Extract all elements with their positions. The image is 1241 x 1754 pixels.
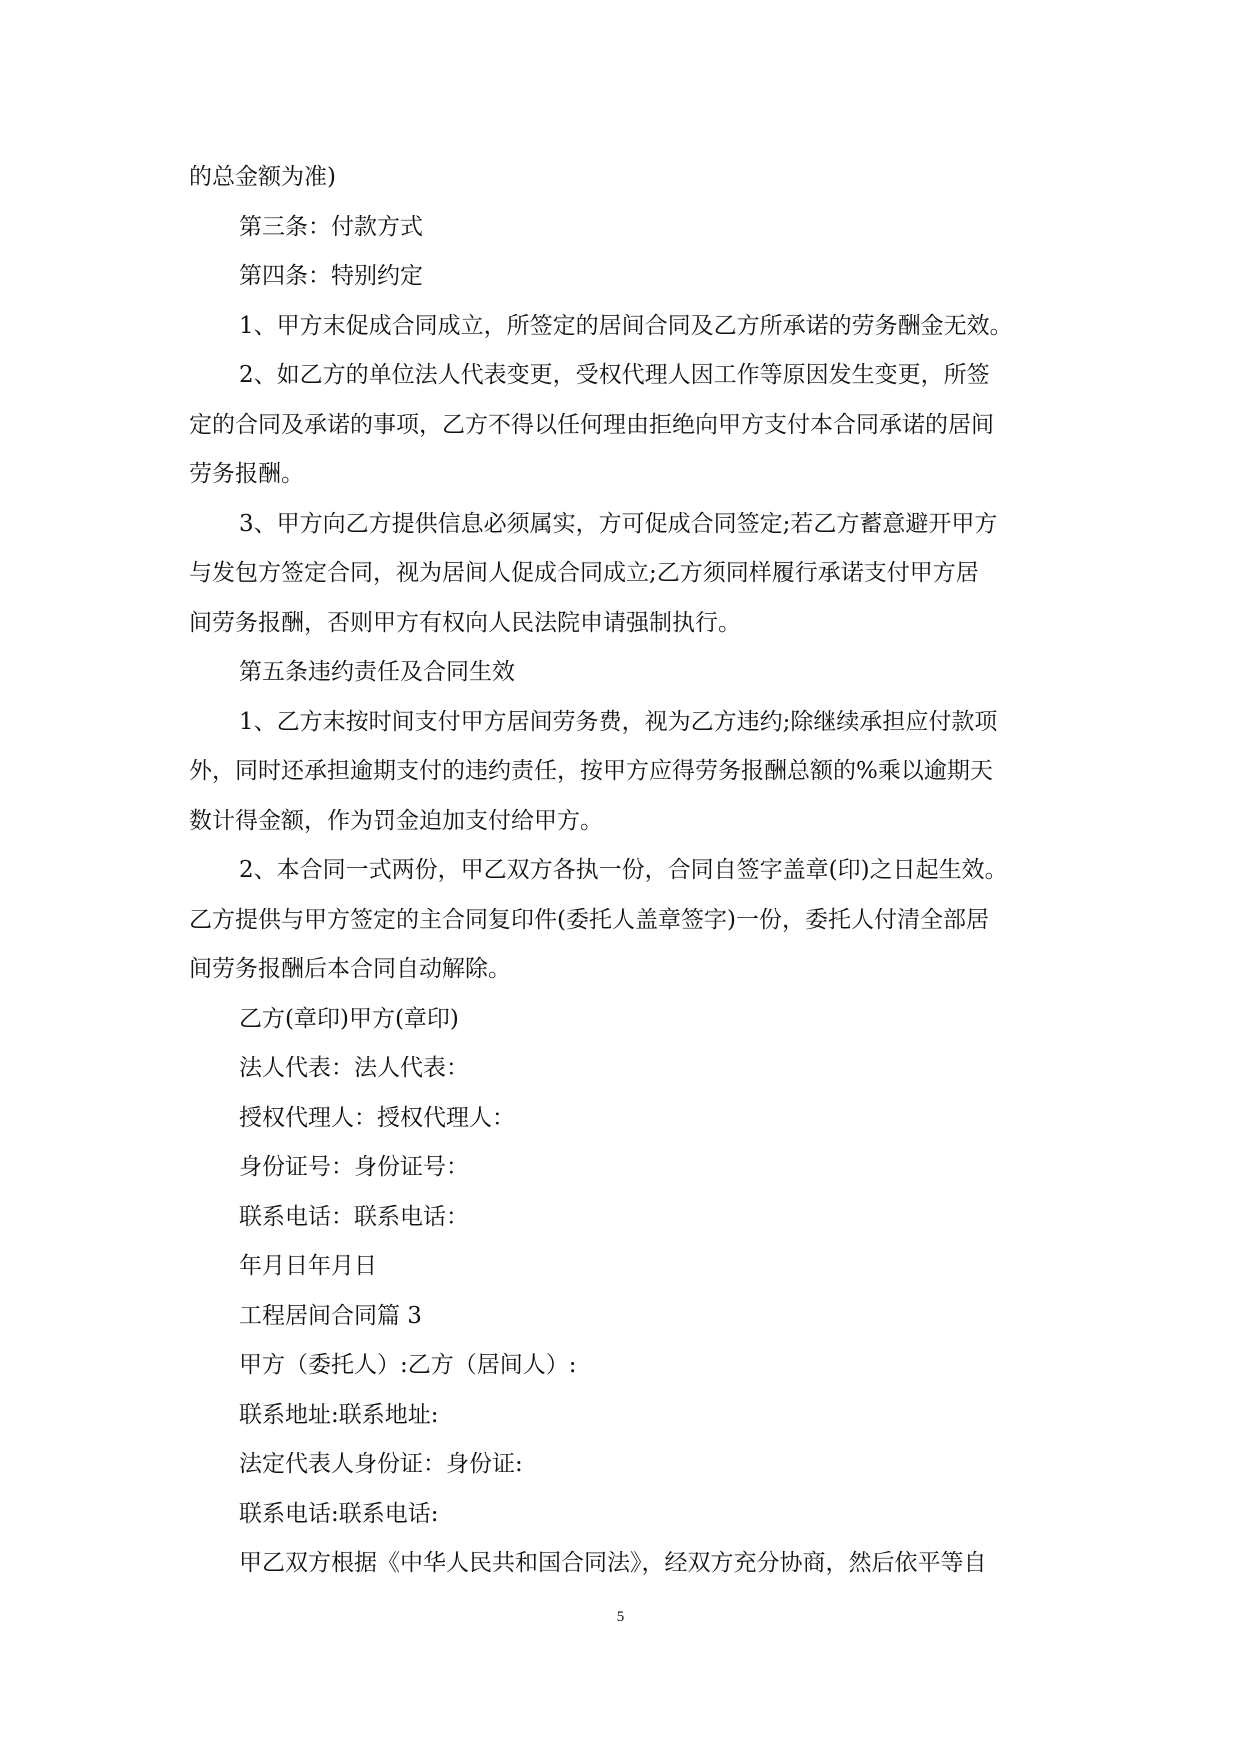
- text-line: 3、甲方向乙方提供信息必须属实，方可促成合同签定;若乙方蓄意避开甲方: [239, 510, 998, 537]
- text-line: 年月日年月日: [239, 1253, 377, 1279]
- text-line: 外，同时还承担逾期支付的违约责任，按甲方应得劳务报酬总额的%乘以逾期天: [189, 758, 993, 784]
- text-line: 间劳务报酬后本合同自动解除。: [189, 956, 511, 982]
- text-line: 工程居间合同篇 3: [239, 1302, 422, 1329]
- text-line: 2、本合同一式两份，甲乙双方各执一份，合同自签字盖章(印)之日起生效。: [239, 857, 1008, 883]
- text-line: 定的合同及承诺的事项，乙方不得以任何理由拒绝向甲方支付本合同承诺的居间: [189, 411, 994, 438]
- text-line: 乙方(章印)甲方(章印): [239, 1005, 459, 1032]
- text-line: 第三条：付款方式: [239, 213, 423, 240]
- text-line: 1、乙方末按时间支付甲方居间劳务费，视为乙方违约;除继续承担应付款项: [239, 708, 998, 735]
- text-line: 数计得金额，作为罚金迫加支付给甲方。: [189, 807, 603, 834]
- text-line: 甲乙双方根据《中华人民共和国合同法》，经双方充分协商，然后依平等自: [239, 1550, 987, 1576]
- text-line: 身份证号：身份证号：: [239, 1154, 469, 1180]
- text-line: 授权代理人：授权代理人：: [239, 1104, 515, 1131]
- text-line: 联系电话:联系电话:: [239, 1500, 439, 1527]
- document-body: [189, 153, 1065, 1589]
- text-line: 第五条违约责任及合同生效: [239, 659, 515, 685]
- page-number: 5: [616, 1609, 625, 1625]
- text-line: 间劳务报酬，否则甲方有权向人民法院申请强制执行。: [189, 609, 741, 636]
- text-line: 与发包方签定合同，视为居间人促成合同成立;乙方须同样履行承诺支付甲方居: [189, 560, 979, 586]
- text-line: 联系地址:联系地址:: [239, 1401, 439, 1428]
- text-line: 联系电话：联系电话：: [239, 1203, 469, 1230]
- text-line: 劳务报酬。: [189, 461, 304, 487]
- text-line: 1、甲方末促成合同成立，所签定的居间合同及乙方所承诺的劳务酬金无效。: [239, 312, 1013, 339]
- text-line: 法人代表：法人代表：: [239, 1055, 469, 1081]
- text-line: 乙方提供与甲方签定的主合同复印件(委托人盖章签字)一份，委托人付清全部居: [189, 906, 989, 933]
- text-line: 甲方（委托人）:乙方（居间人）:: [239, 1352, 577, 1378]
- text-line: 2、如乙方的单位法人代表变更，受权代理人因工作等原因发生变更，所签: [239, 362, 990, 388]
- text-line: 的总金额为准): [189, 164, 336, 190]
- text-line: 法定代表人身份证：身份证:: [239, 1451, 523, 1477]
- text-line: 第四条：特别约定: [239, 263, 423, 289]
